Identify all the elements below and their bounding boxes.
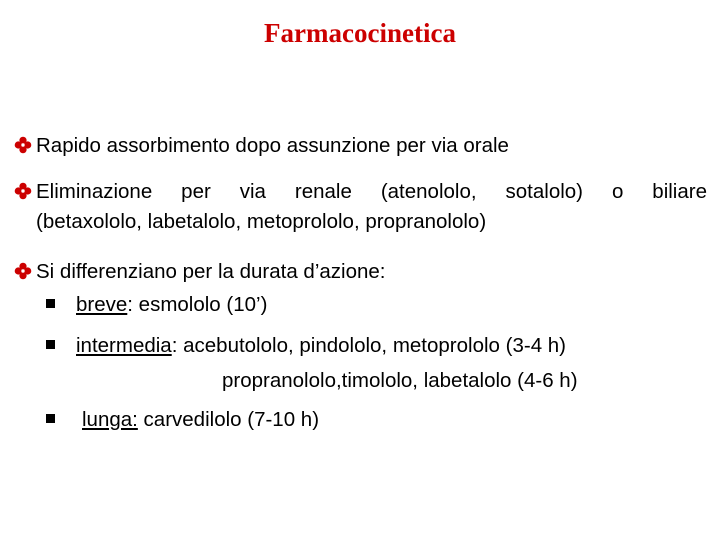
bullet-item [14,177,36,207]
bullet-item [14,131,509,161]
slide-title: Farmacocinetica [264,18,456,48]
bullet-text-continuation: (betaxololo, labetalolo, metoprololo, propranololo) [36,210,487,233]
diamond-bullet-icon [14,182,32,200]
bullet-text-line: Eliminazione per via renale (atenololo, sotalolo) o biliare [36,180,707,203]
sub-bullet-item [46,331,566,361]
duration-detail-continuation: propranololo,timololo, labetalolo (4-6 h) [222,369,578,392]
sub-bullet-item [46,405,319,435]
square-bullet-icon [46,299,55,308]
square-bullet-icon [46,340,55,349]
duration-term: lunga: [82,408,138,431]
duration-detail: : esmololo (10’) [127,293,268,316]
bullet-item [14,257,386,287]
diamond-bullet-icon [14,262,32,280]
duration-detail: : acebutololo, pindololo, metoprololo (3-4 h) [171,334,567,357]
duration-detail: carvedilolo (7-10 h) [137,408,320,431]
duration-term: intermedia [76,334,172,357]
bullet-text: Si differenziano per la durata d’azione: [36,260,386,283]
bullet-text: Rapido assorbimento dopo assunzione per via orale [36,134,509,157]
diamond-bullet-icon [14,136,32,154]
square-bullet-icon [46,414,55,423]
duration-term: breve [76,293,128,316]
sub-bullet-item [46,290,267,320]
